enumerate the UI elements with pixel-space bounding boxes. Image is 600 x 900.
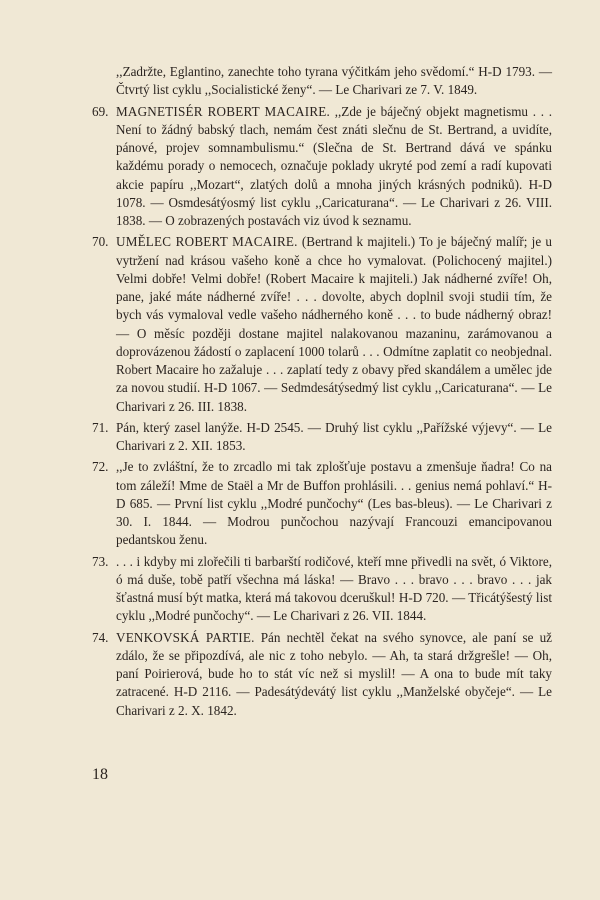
entry-number: 71. <box>92 419 109 435</box>
entry-title: VENKOVSKÁ PARTIE. <box>116 629 255 645</box>
catalogue-text <box>92 63 552 723</box>
entry-text: . . . i kdyby mi zlořečili ti barbarští rodičové, kteří mne přivedli na svět, ó Viktore, ó má duše, tobě patří všechna má láska! — Bravo . . . bravo . . . bravo . . . jak šťastná musí být matka, která má takovou dceruškul! H-D 720. — Třicátýšestý list cyklu ,,Modré punčochy“. — Le Charivari z 26. VII. 1844. <box>116 553 552 624</box>
entry-number: 72. <box>92 459 109 475</box>
entry-number: 69. <box>92 103 109 119</box>
entry-title: UMĚLEC ROBERT MACAIRE. <box>116 234 298 250</box>
entry-text: Pán, který zasel lanýže. H-D 2545. — Druhý list cyklu ,,Pařížské výjevy“. — Le Charivari z 2. XII. 1853. <box>116 419 552 453</box>
entry-text: ,,Zde je báječný objekt magnetismu . . . Není to žádný babský tlach, nemám čest znáti slečnu de St. Bertrand, a uvidíte, pánové, projev somnambulismu.“ (Slečna de St. Bertrand dává ve spánku každému porady o nemocech, označuje poklady ukryté pod zemí a radí kupovati akcie papíru ,,Mozart“, zlatých dolů a mnoha jiných krásných podniků). H-D 1078. — Osmdesátýosmý list cyklu ,,Caricaturana“. — Le Charivari z 26. VIII. 1838. — O zobrazených postavách viz úvod k seznamu. <box>116 103 552 228</box>
entry-text: ,,Zadržte, Eglantino, zanechte toho tyrana výčitkám jeho svědomí.“ H-D 1793. — Čtvrtý list cyklu ,,Socialistické ženy“. — Le Charivari ze 7. V. 1849. <box>116 64 552 98</box>
entry-number: 74. <box>92 629 109 645</box>
catalogue-entry-74 <box>92 629 552 720</box>
catalogue-entry-72 <box>92 458 552 549</box>
entry-text: Pán nechtěl čekat na svého synovce, ale paní se už zdálo, že se připozdívá, ale nic z toho nebylo. — Ah, ta stará držgrešle! — Oh, paní Poirierová, bude ho to stát víc než si myslil! — A ona to bude mít taky zatracené. H-D 2116. — Padesátýdevátý list cyklu ,,Manželské obyčeje“. — Le Charivari z 2. X. 1842. <box>116 629 553 718</box>
entry-text: ,,Je to zvláštní, že to zrcadlo mi tak zplošťuje postavu a zmenšuje ňadra! Co na tom záleží! Mme de Staël a Mr de Buffon prohlásili. . . genius nemá pohlaví.“ H-D 685. — První list cyklu ,,Modré punčochy“ (Les bas-bleus). — Le Charivari z 30. I. 1844. — Modrou punčochou nazývají Francouzi emancipovanou pedantskou ženu. <box>116 459 552 548</box>
catalogue-entry-71 <box>92 419 552 456</box>
catalogue-entry-73 <box>92 553 552 626</box>
entry-text: (Bertrand k majiteli.) To je báječný malíř; je u vytržení nad krásou vašeho koně a chce ho vymalovat. (Polichocený majitel.) Velmi dobře! Velmi dobře! (Robert Macaire k majiteli.) Jak nádherné zvíře! Oh, pane, jaké máte nádherné zvíře! . . . dovolte, abych doplnil svoji studii tím, že bych vás vymaloval vedle vašeho nádherného koně . . . to bude nádherný obraz! — O měsíc později dostane majitel nalakovanou mazaninu, zarámovanou a doprovázenou žádostí o zaplacení 1000 tolarů . . . Odmítne zaplatit co neobjednal. Robert Macaire ho zažaluje . . . zaplatí tedy z obavy před skandálem a umělec jde za novou studií. H-D 1067. — Sedmdesátýsedmý list cyklu ,,Caricaturana“. — Le Charivari z 26. III. 1838. <box>116 234 552 414</box>
entry-number: 73. <box>92 553 109 569</box>
catalogue-entry-70 <box>92 233 552 416</box>
entry-title: MAGNETISÉR ROBERT MACAIRE. <box>116 103 331 119</box>
catalogue-entry-continuation <box>92 63 552 100</box>
page-number: 18 <box>92 766 108 783</box>
entry-number: 70. <box>92 234 109 250</box>
catalogue-entry-69 <box>92 103 552 231</box>
